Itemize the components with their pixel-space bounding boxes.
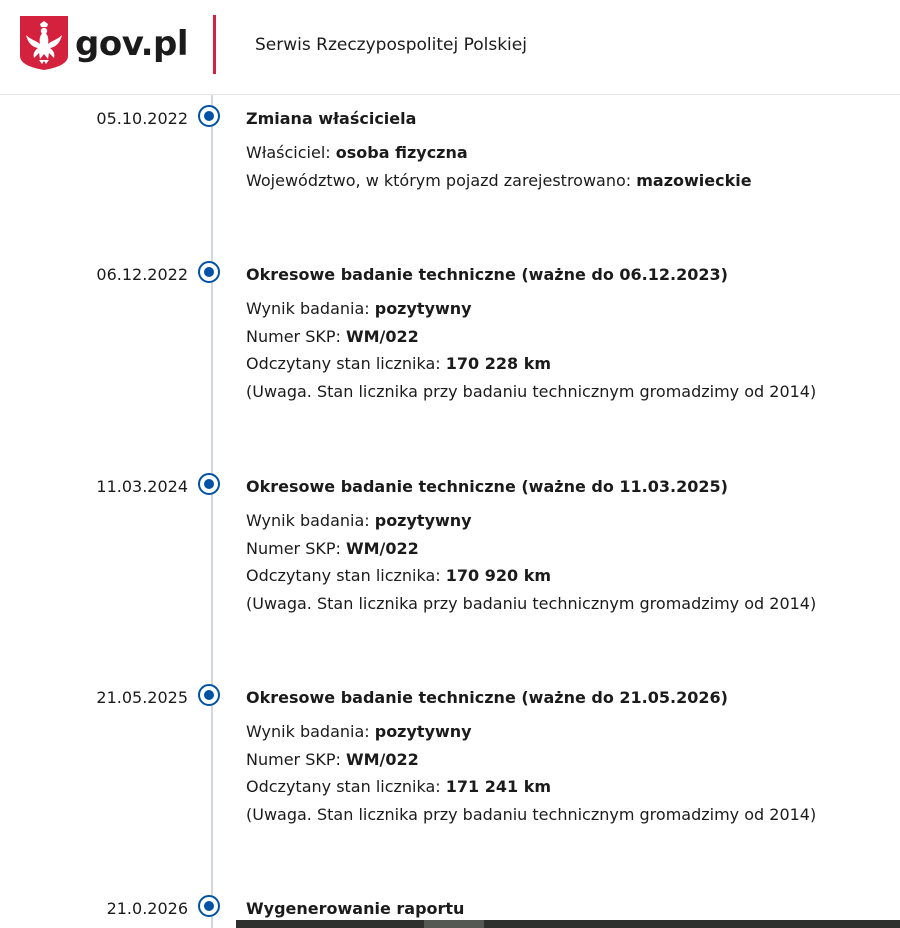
detail-line [246,295,816,323]
bottom-overlay-bar [236,920,900,928]
event-title: Okresowe badanie techniczne (ważne do 06.12.2023) [246,265,728,284]
detail-line [246,507,816,535]
detail-label: Właściciel: [246,143,336,162]
detail-label: Numer SKP: [246,326,346,346]
detail-label: Wynik badania: [246,299,375,318]
timeline-dot-icon [198,473,220,495]
service-name: Serwis Rzeczypospolitej Polskiej [255,35,527,55]
detail-value: WM/022 [345,326,419,346]
detail-value: 170 228 km [445,354,552,373]
detail-label: Województwo, w którym pojazd zarejestrowano: [246,170,637,190]
detail-line [246,746,816,774]
detail-label: Numer SKP: [246,749,346,769]
timeline-dot-icon [198,684,220,706]
detail-line [246,801,816,829]
polish-eagle-emblem-icon[interactable] [20,16,68,70]
event-title: Okresowe badanie techniczne (ważne do 11.03.2025) [246,477,728,496]
event-details [246,718,816,828]
detail-label: Wynik badania: [246,722,375,741]
detail-note: (Uwaga. Stan licznika przy badaniu technicznym gromadzimy od 2014) [246,593,817,613]
detail-value: 170 920 km [445,566,552,585]
detail-value: pozytywny [374,299,472,318]
timeline-dot-icon [198,261,220,283]
detail-note: (Uwaga. Stan licznika przy badaniu technicznym gromadzimy od 2014) [246,804,817,824]
detail-line [246,535,816,563]
detail-line [246,167,752,195]
gov-pl-logo[interactable]: gov.pl [75,24,188,64]
detail-label: Odczytany stan licznika: [246,777,446,796]
detail-value: WM/022 [345,538,419,558]
detail-note: (Uwaga. Stan licznika przy badaniu technicznym gromadzimy od 2014) [246,381,817,401]
header-divider [213,15,216,74]
event-date: 11.03.2024 [96,477,188,496]
event-title: Okresowe badanie techniczne (ważne do 21.05.2026) [246,688,728,707]
detail-label: Numer SKP: [246,538,346,558]
event-details [246,507,816,617]
event-date: 06.12.2022 [96,265,188,284]
event-details [246,139,752,194]
detail-line [246,590,816,618]
detail-line [246,718,816,746]
timeline-dot-icon [198,895,220,917]
event-date: 21.05.2025 [96,688,188,707]
detail-value: osoba fizyczna [335,143,468,162]
site-header [0,0,900,95]
event-details [246,295,816,405]
detail-label: Wynik badania: [246,511,375,530]
detail-label: Odczytany stan licznika: [246,566,446,585]
detail-line [246,378,816,406]
detail-label: Odczytany stan licznika: [246,354,446,373]
event-date: 05.10.2022 [96,109,188,128]
detail-value: pozytywny [374,511,472,530]
detail-line [246,139,752,167]
detail-line [246,350,816,378]
detail-value: pozytywny [374,722,472,741]
timeline-line [211,95,213,928]
detail-value: WM/022 [345,749,419,769]
event-title: Zmiana właściciela [246,109,417,128]
detail-value: 171 241 km [445,777,552,796]
detail-line [246,323,816,351]
detail-value: mazowieckie [636,170,752,190]
event-date: 21.0.2026 [106,899,188,918]
timeline-dot-icon [198,105,220,127]
detail-line [246,562,816,590]
detail-line [246,773,816,801]
event-title: Wygenerowanie raportu [246,899,465,918]
